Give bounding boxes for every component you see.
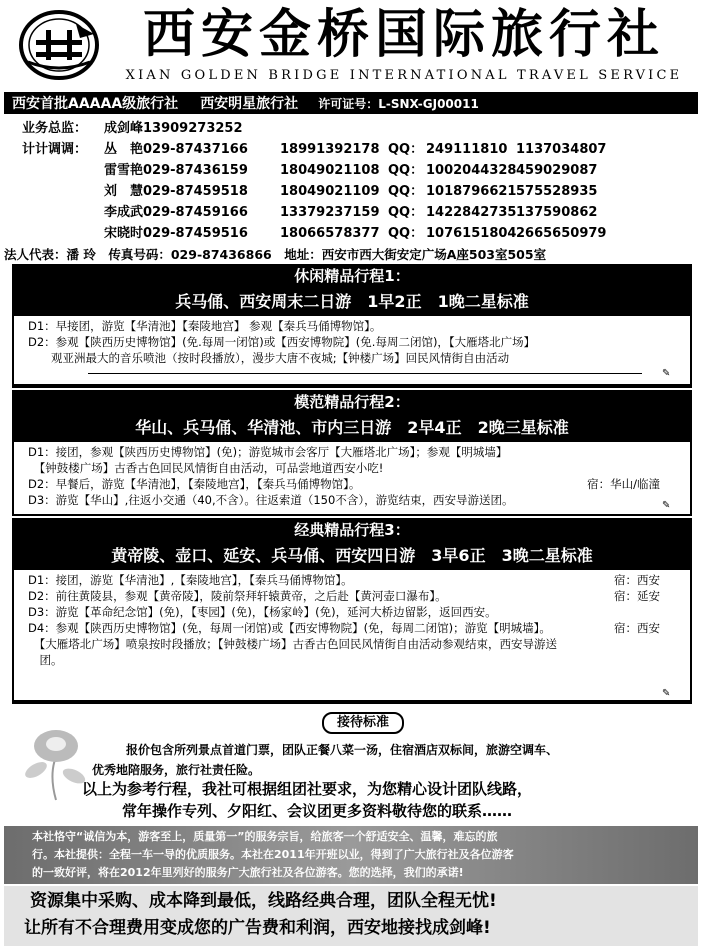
standards-badge: 接待标准 xyxy=(322,712,404,734)
stay-info: 宿：西安 xyxy=(614,573,660,587)
itinerary-subtitle: 华山、兵马俑、华清池、市内三日游 2早4正 2晚三星标准 xyxy=(135,418,569,437)
standards-line: 优秀地陪服务，旅行社责任险。 xyxy=(92,763,261,777)
divider xyxy=(88,368,642,374)
pen-icon: ✎ xyxy=(662,368,671,379)
day-line: 团。 xyxy=(28,653,63,667)
bottom-line: 资源集中采购、成本降到最低，线路经典合理，团队全程无忧! xyxy=(30,891,497,911)
company-logo-icon xyxy=(18,10,100,80)
slogan-star: 西安明星旅行社 xyxy=(200,96,299,112)
brand-title-en: XIAN GOLDEN BRIDGE INTERNATIONAL TRAVEL SERVICE xyxy=(125,68,683,83)
itinerary-2 xyxy=(12,390,692,516)
day-line xyxy=(28,588,682,604)
header xyxy=(0,0,702,90)
contact-mobile: 18049021108 xyxy=(280,163,380,178)
contact-name: 宋晓时029-87459516 xyxy=(104,226,248,241)
general-label: 业务总监： xyxy=(22,121,88,136)
qq-label: QQ： xyxy=(388,205,424,220)
day-line: 【大雁塔北广场】喷泉按时段播放；【钟鼓楼广场】古香古色回民风情街自由活动参观结束，西安导游送 xyxy=(28,637,557,651)
contact-qq1: 1076151804 xyxy=(426,226,517,241)
itinerary-title: 经典精品行程3： xyxy=(294,521,410,539)
contact-row xyxy=(22,181,692,202)
contact-qq1: 1018796621 xyxy=(426,184,517,199)
legal-row xyxy=(4,244,692,265)
contact-qq2: 1137034807 xyxy=(516,142,607,157)
stay-info: 宿：华山/临潼 xyxy=(587,477,660,491)
contact-name: 雷雪艳029-87436159 xyxy=(104,163,248,178)
standards-text xyxy=(92,740,694,780)
contact-qq1: 1422842735 xyxy=(426,205,517,220)
day-text: D1：接团，游览【华清池】,【秦陵地宫】，【秦兵马俑博物馆】。 xyxy=(28,573,353,587)
contact-name: 李成武029-87459166 xyxy=(104,205,248,220)
dispatch-label: 计计调调： xyxy=(22,142,88,157)
day-line xyxy=(28,572,682,588)
stay-info: 宿：延安 xyxy=(614,589,660,603)
general-value: 成剑峰13909273252 xyxy=(104,121,243,136)
itinerary-subtitle: 黄帝陵、壶口、延安、兵马俑、西安四日游 3早6正 3晚二星标准 xyxy=(111,546,593,565)
license-bar xyxy=(4,92,698,114)
license-number: 许可证号：L-SNX-GJ00011 xyxy=(318,96,479,111)
contacts xyxy=(4,118,692,265)
contact-name: 刘 慧029-87459518 xyxy=(104,184,248,199)
itinerary-3 xyxy=(12,518,692,704)
qq-label: QQ： xyxy=(388,226,424,241)
contact-qq1: 1002044328 xyxy=(426,163,517,178)
contact-name: 丛 艳029-87437166 xyxy=(104,142,248,157)
general-manager-row xyxy=(22,118,692,139)
itinerary-details xyxy=(14,442,690,514)
qq-label: QQ： xyxy=(388,163,424,178)
about-block xyxy=(4,826,698,884)
contact-qq2: 575528935 xyxy=(516,184,598,199)
slogan-aaaaa: 西安首批AAAAA级旅行社 xyxy=(12,96,179,112)
about-line: 的一致好评，将在2012年里列好的服务广大旅行社及各位游客。您的选择，我们的承诺! xyxy=(32,866,464,879)
pen-icon: ✎ xyxy=(662,500,671,511)
day-text: D2：前往黄陵县，参观【黄帝陵】，陵前祭拜轩辕黄帝，之后赴【黄河壶口瀑布】。 xyxy=(28,589,447,603)
contact-row xyxy=(22,223,692,244)
contact-qq1: 249111810 xyxy=(426,142,508,157)
note-line: 常年操作专列、夕阳红、会议团更多资料敬待您的联系…… xyxy=(122,802,513,820)
itinerary-title: 模范精品行程2： xyxy=(294,393,410,411)
bottom-slogan xyxy=(4,886,698,946)
day-line: D1：接团，参观【陕西历史博物馆】(免)；游览城市会客厅【大雁塔北广场】；参观【明城墙】 xyxy=(28,445,508,459)
day-text: D2：早餐后，游览【华清池】，【秦陵地宫】，【秦兵马俑博物馆】。 xyxy=(28,477,361,491)
day-line: D1：早接团，游览【华清池】【秦陵地宫】 参观【秦兵马俑博物馆】。 xyxy=(28,319,382,333)
standards-line: 报价包含所列景点首道门票，团队正餐八菜一汤，住宿酒店双标间，旅游空调车、 xyxy=(126,743,559,757)
contact-mobile: 18991392178 xyxy=(280,142,380,157)
day-line: D3：游览【华山】,往返小交通（40,不含）。往返索道（150不含），游览结束，西安导游送团。 xyxy=(28,493,514,507)
contact-mobile: 13379237159 xyxy=(280,205,380,220)
qq-label: QQ： xyxy=(388,184,424,199)
qq-label: QQ： xyxy=(388,142,424,157)
about-line: 本社恪守“诚信为本，游客至上，质量第一”的服务宗旨，给旅客一个舒适安全、温馨，难忘的旅 xyxy=(32,830,498,843)
itinerary-details xyxy=(14,316,690,384)
day-line xyxy=(28,476,682,492)
day-line: 观亚洲最大的音乐喷池（按时段播放），漫步大唐不夜城;【钟楼广场】回民风情街自由活动 xyxy=(28,351,510,365)
contact-qq2: 459029087 xyxy=(516,163,598,178)
day-line: D3：游览【革命纪念馆】(免)，【枣园】(免)，【杨家岭】(免)，延河大桥边留影，返回西安。 xyxy=(28,605,497,619)
stay-info: 宿：西安 xyxy=(614,621,660,635)
contact-row xyxy=(22,139,692,160)
contact-qq2: 2665650979 xyxy=(516,226,607,241)
pen-icon: ✎ xyxy=(662,688,671,699)
contact-row xyxy=(22,160,692,181)
itinerary-title: 休闲精品行程1： xyxy=(294,267,410,285)
contact-mobile: 18066578377 xyxy=(280,226,380,241)
bottom-line: 让所有不合理费用变成您的广告费和利润，西安地接找成剑峰! xyxy=(24,918,491,938)
reference-note xyxy=(82,778,694,822)
day-line: D2：参观【陕西历史博物馆】(免.每周一闭馆)或【西安博物院】(免.每周二闭馆)，【大雁塔北广场】 xyxy=(28,335,536,349)
day-line: 【钟鼓楼广场】古香古色回民风情街自由活动，可品尝地道西安小吃! xyxy=(28,461,384,475)
day-line: D4：参观【陕西历史博物馆】(免，每周一闭馆)或【西安博物院】(免，每周二闭馆)；游览【明城墙】。 xyxy=(28,621,551,635)
contact-row xyxy=(22,202,692,223)
note-line: 以上为参考行程，我社可根据组团社要求，为您精心设计团队线路， xyxy=(82,780,533,798)
contact-mobile: 18049021109 xyxy=(280,184,380,199)
itinerary-1 xyxy=(12,264,692,388)
itinerary-subtitle: 兵马俑、西安周末二日游 1早2正 1晚二星标准 xyxy=(175,292,529,311)
itinerary-details xyxy=(14,570,690,700)
legal-info: 法人代表：潘 玲 传真号码：029-87436866 地址：西安市西大街安定广场A座503室505室 xyxy=(4,247,547,262)
brand-title: 西安金桥国际旅行社 xyxy=(142,4,665,65)
about-line: 行。本社提供：全程一车一导的优质服务。本社在2011年开班以业，得到了广大旅行社及各位游客 xyxy=(32,848,514,861)
contact-qq2: 137590862 xyxy=(516,205,598,220)
